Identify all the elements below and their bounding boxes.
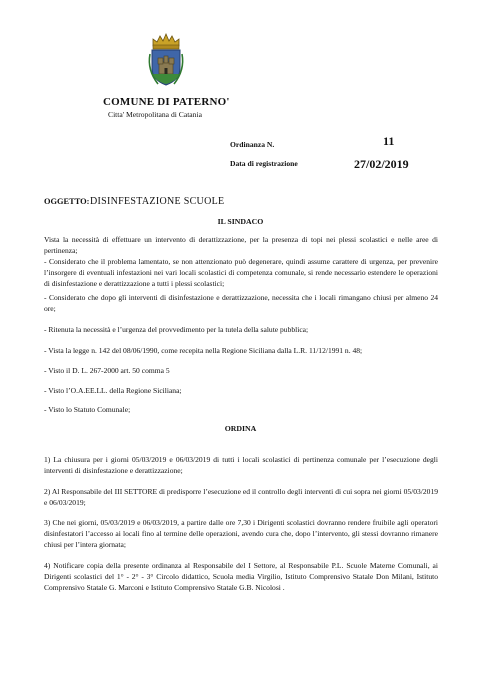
disposizione-2: 2) Al Responsabile del III SETTORE di predisporre l’esecuzione ed il controllo degli interventi di cui sopra nei giorni 05/03/2019 e 06/03/2019; bbox=[44, 487, 438, 507]
disposizione-3: 3) Che nei giorni, 05/03/2019 e 06/03/2019, a partire dalle ore 7,30 i Dirigenti scolastici dovranno rendere fruibile agli operatori disinfestatori l’accesso ai locali fino al termine delle operazioni, avendo cura che, dopo l’intervento, gli stessi dovranno rimanere chiusi per l’intera giornata; bbox=[44, 518, 438, 549]
premessa-6: - Visto il D. L. 267-2000 art. 50 comma 5 bbox=[44, 366, 170, 375]
comune-title: COMUNE DI PATERNO' bbox=[103, 96, 230, 108]
ordinanza-number: 11 bbox=[383, 134, 395, 148]
premessa-5: - Vista la legge n. 142 del 08/06/1990, come recepita nella Regione Siciliana dalla L.R. 11/12/1991 n. 48; bbox=[44, 346, 363, 355]
premessa-8: - Visto lo Statuto Comunale; bbox=[44, 405, 131, 414]
premessa-1: Vista la necessità di effettuare un intervento di derattizzazione, per la presenza di topi nei plessi scolastici e nelle aree di pertinenza; bbox=[44, 235, 438, 255]
data-registrazione-label: Data di registrazione bbox=[230, 159, 298, 168]
premessa-7: - Visto l’O.A.EE.LL. della Regione Siciliana; bbox=[44, 386, 182, 395]
premessa-4: - Ritenuta la necessità e l’urgenza del provvedimento per la tutela della salute pubblica; bbox=[44, 325, 309, 334]
premessa-2: - Considerato che il problema lamentato, se non attenzionato può degenerare, quindi assume carattere di urgenza, per prevenire l’insorgere di eventuali infestazioni nei vari locali scolastici di competenza comunale, si rende necessario estendere le operazioni di disinfestazione e derattizzazione a tutti i plessi scolastici; bbox=[44, 257, 438, 288]
ordinanza-label: Ordinanza N. bbox=[230, 140, 275, 149]
disposizione-1: 1) La chiusura per i giorni 05/03/2019 e 06/03/2019 di tutti i locali scolastici di pertinenza comunale per l’esecuzione degli interventi di disinfestazione e derattizzazione; bbox=[44, 455, 438, 475]
disposizione-4: 4) Notificare copia della presente ordinanza al Responsabile del I Settore, al Responsabile P.L. Scuole Materne Comunali, ai Dirigenti scolastici del 1° - 2° - 3° Circolo didattico, Scuola media Virgilio, Istituto Comprensivo Statale Don Milani, Istituto Comprensivo Statale G. Marconi e Istituto Comprensivo Statale G.B. Nicolosi . bbox=[44, 561, 438, 592]
oggetto-label: OGGETTO: bbox=[44, 197, 90, 206]
oggetto-value: DISINFESTAZIONE SCUOLE bbox=[90, 196, 225, 207]
data-registrazione-value: 27/02/2019 bbox=[354, 157, 409, 171]
municipal-crest-icon bbox=[146, 32, 186, 88]
citta-metropolitana: Citta' Metropolitana di Catania bbox=[108, 110, 202, 119]
il-sindaco-heading: IL SINDACO bbox=[217, 217, 264, 226]
ordina-heading: ORDINA bbox=[224, 424, 257, 433]
premessa-3: - Considerato che dopo gli interventi di disinfestazione e derattizzazione, necessita che i locali rimangano chiusi per almeno 24 ore; bbox=[44, 293, 438, 313]
